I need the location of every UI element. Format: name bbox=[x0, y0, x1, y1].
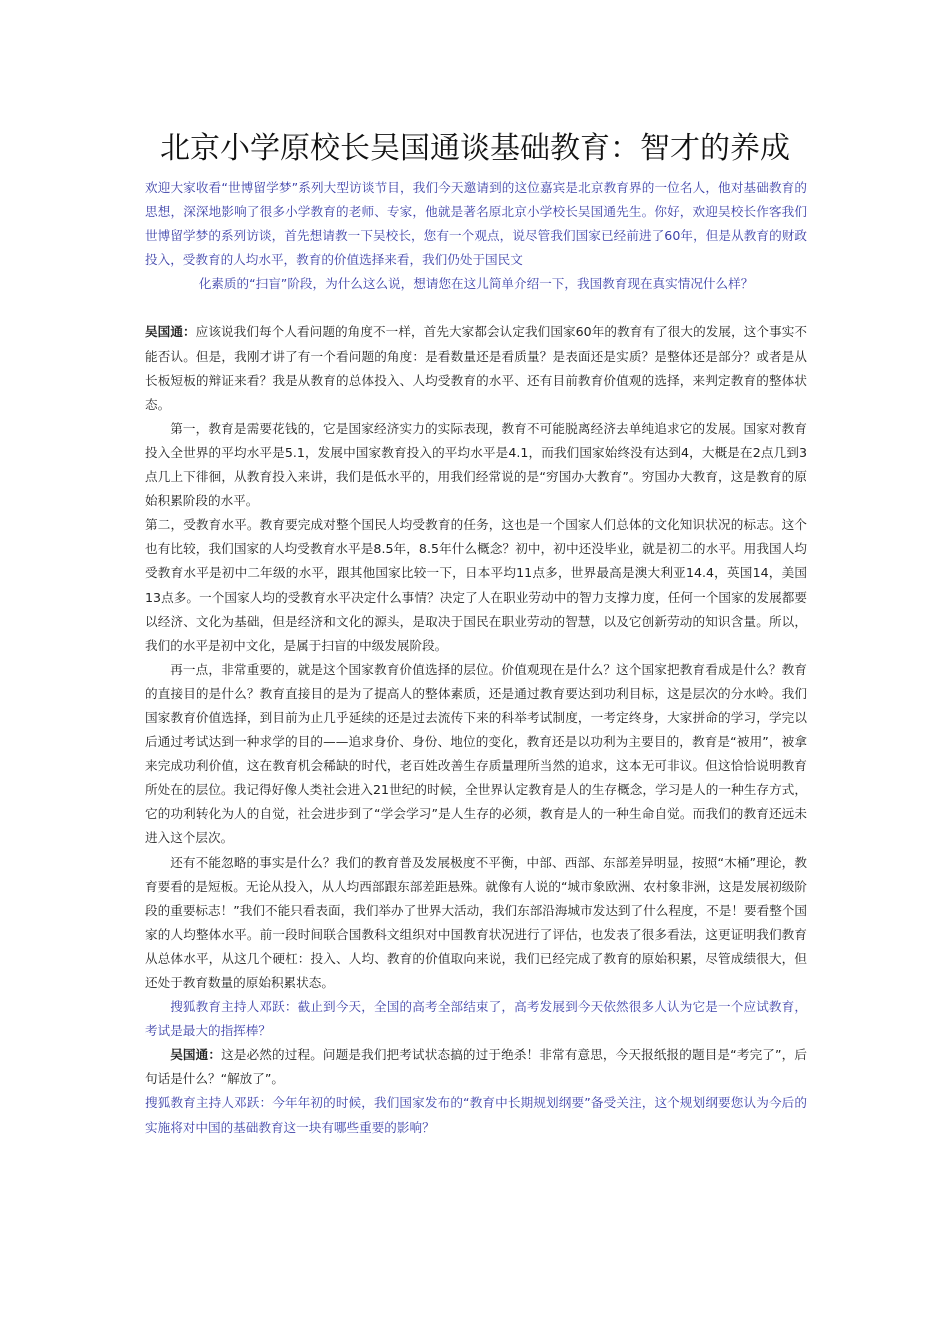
speaker-label: 吴国通： bbox=[170, 1047, 222, 1063]
paragraph-gap bbox=[145, 296, 807, 320]
speaker-label: 吴国通： bbox=[145, 324, 196, 340]
document-body bbox=[145, 176, 807, 1140]
paragraph-third-point: 再一点，非常重要的，就是这个国家教育价值选择的层位。价值观现在是什么？这个国家把教育看成是什么？教育的直接目的是什么？教育直接目的是为了提高人的整体素质，还是通过教育要达到功利目标，这是层次的分水岭。我们国家教育价值选择，到目前为止几乎延续的还是过去流传下来的科举考试制度，一考定终身，大家拼命的学习，学完以后通过考试达到一种求学的目的——追求身价、身份、地位的变化，教育还是以功利为主要目的，教育是“被用”，被拿来完成功利价值，这在教育机会稀缺的时代，老百姓改善生存质量理所当然的追求，这本无可非议。但这恰恰说明教育所处在的层位。我记得好像人类社会进入21世纪的时候，全世界认定教育是人的生存概念，学习是人的一种生存方式，它的功利转化为人的自觉，社会进步到了“学会学习”是人生存的必须，教育是人的一种生命自觉。而我们的教育还远未进入这个层次。 bbox=[145, 661, 807, 846]
intro-text: 欢迎大家收看“世博留学梦”系列大型访谈节目，我们今天邀请到的这位嘉宾是北京教育界的一位名人，他对基础教育的思想，深深地影响了很多小学教育的老师、专家，他就是著名原北京小学校长吴国通先生。你好，欢迎吴校长作客我们世博留学梦的系列访谈，首先想请教一下吴校长，您有一个观点，说尽管我们国家已经前进了60年，但是从教育的财政投入，受教育的人均水平，教育的价值选择来看，我们仍处于国民文 bbox=[145, 180, 807, 268]
paragraph-first-point: 第一，教育是需要花钱的，它是国家经济实力的实际表现，教育不可能脱离经济去单纯追求它的发展。国家对教育投入全世界的平均水平是5.1，发展中国家教育投入的平均水平是4.1，而我们国家始终没有达到4，大概是在2点几到3点几上下徘徊，从教育投入来讲，我们是低水平的，用我们经常说的是“穷国办大教育”。穷国办大教育，这是教育的原始积累阶段的水平。 bbox=[145, 420, 807, 509]
answer-text: 应该说我们每个人看问题的角度不一样，首先大家都会认定我们国家60年的教育有了很大的发展，这个事实不能否认。但是，我刚才讲了有一个看问题的角度：是看数量还是看质量？是表面还是实质？是整体还是部分？或者是从长板短板的辩证来看？我是从教育的总体投入、人均受教育的水平、还有目前教育价值观的选择，来判定教育的整体状态。 bbox=[145, 324, 808, 412]
answer-paragraph-2 bbox=[145, 1043, 807, 1091]
host-question-2: 搜狐教育主持人邓跃：截止到今天，全国的高考全部结束了，高考发展到今天依然很多人认为它是一个应试教育，考试是最大的指挥棒？ bbox=[145, 999, 807, 1039]
answer-text: 这是必然的过程。问题是我们把考试状态搞的过于绝杀！非常有意思，今天报纸报的题目是“考完了”，后句话是什么？“解放了”。 bbox=[145, 1047, 808, 1087]
document-title: 北京小学原校长吴国通谈基础教育：智才的养成 bbox=[160, 131, 790, 166]
answer-paragraph-1 bbox=[145, 320, 807, 416]
intro-paragraph-last-line: 化素质的“扫盲”阶段，为什么这么说，想请您在这儿简单介绍一下，我国教育现在真实情况什么样？ bbox=[198, 276, 754, 292]
paragraph-second-point: 第二，受教育水平。教育要完成对整个国民人均受教育的任务，这也是一个国家人们总体的文化知识状况的标志。这个也有比较，我们国家的人均受教育水平是8.5年，8.5年什么概念？初中，初中还没毕业，就是初二的水平。用我国人均受教育水平是初中二年级的水平，跟其他国家比较一下，日本平均11点多，世界最高是澳大利亚14.4，英国14，美国13点多。一个国家人均的受教育水平决定什么事情？决定了人在职业劳动中的智力支撑力度，任何一个国家的发展都要以经济、文化为基础，但是经济和文化的源头，是取决于国民在职业劳动的智慧，以及它创新劳动的知识含量。所以，我们的水平是初中文化，是属于扫盲的中级发展阶段。 bbox=[145, 517, 807, 653]
paragraph-fourth-point: 还有不能忽略的事实是什么？我们的教育普及发展极度不平衡，中部、西部、东部差异明显，按照“木桶”理论，教育要看的是短板。无论从投入，从人均西部跟东部差距悬殊。就像有人说的“城市象欧洲、农村象非洲，这是发展初级阶段的重要标志！”我们不能只看表面，我们举办了世界大活动，我们东部沿海城市发达到了什么程度，不是！要看整个国家的人均整体水平。前一段时间联合国教科文组织对中国教育状况进行了评估，也发表了很多看法，这更证明我们教育从总体水平，从这几个硬杠：投入、人均、教育的价值取向来说，我们已经完成了教育的原始积累，尽管成绩很大，但还处于教育数量的原始积累状态。 bbox=[145, 854, 807, 990]
host-question-3: 搜狐教育主持人邓跃：今年年初的时候，我们国家发布的“教育中长期规划纲要”备受关注，这个规划纲要您认为今后的实施将对中国的基础教育这一块有哪些重要的影响？ bbox=[145, 1095, 807, 1135]
intro-paragraph bbox=[145, 176, 807, 272]
